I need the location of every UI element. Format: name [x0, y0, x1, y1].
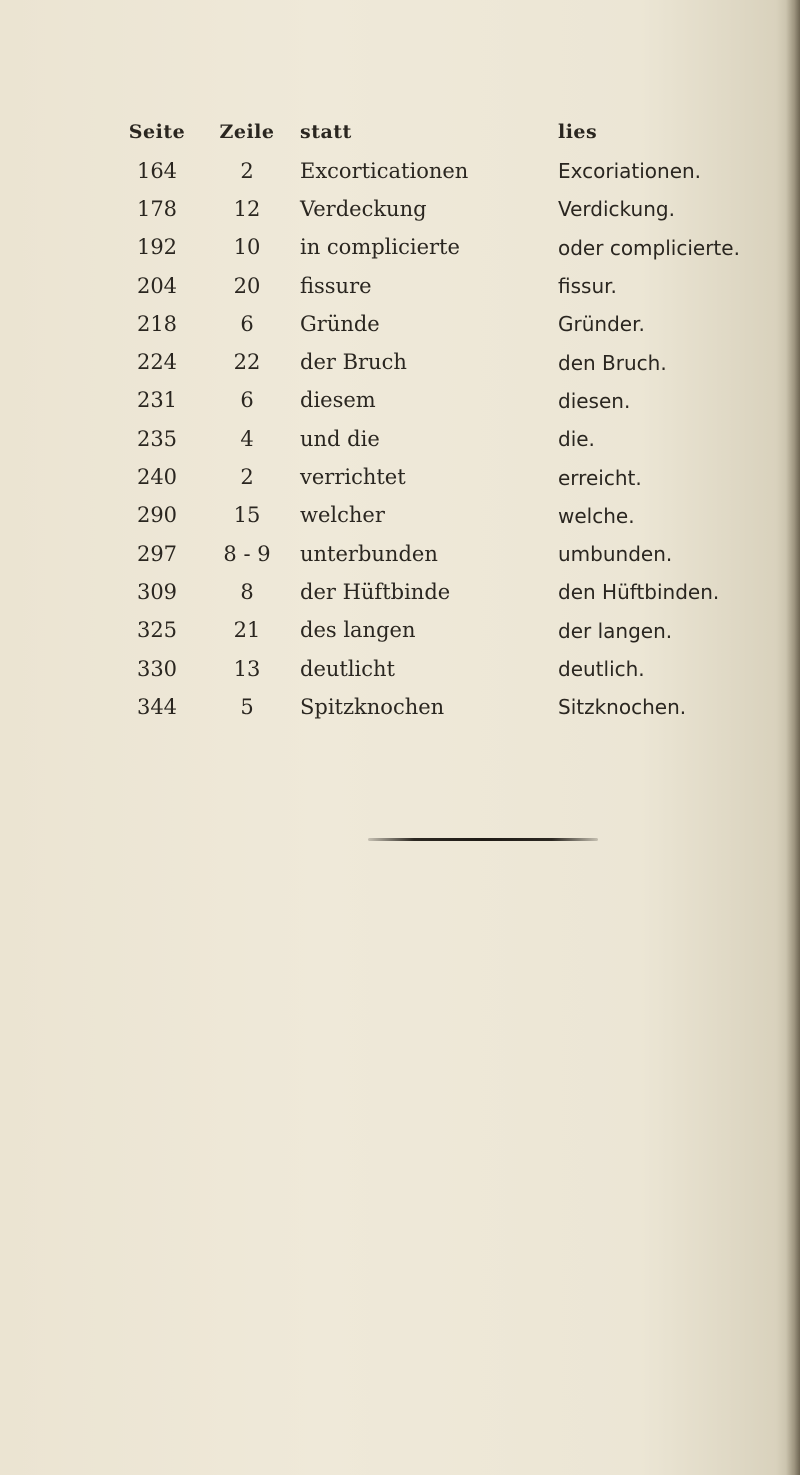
corrected-text: fissur. — [558, 274, 617, 299]
wrong-text: in complicierte — [300, 235, 460, 260]
corrected-text: umbunden. — [558, 542, 673, 567]
line-number: 21 — [233, 618, 261, 643]
page-number: 231 — [136, 388, 178, 413]
corrected-text: diesen. — [558, 388, 631, 413]
line-number: 8 — [240, 579, 254, 604]
corrected-text: der langen. — [558, 618, 673, 643]
wrong-text: unterbunden — [300, 541, 438, 566]
wrong-text: Excorticationen — [300, 158, 469, 183]
line-number: 12 — [233, 196, 261, 221]
page-number: 240 — [136, 465, 178, 490]
header-row — [108, 112, 798, 152]
table-row — [108, 229, 798, 267]
wrong-text: der Hüftbinde — [300, 579, 451, 604]
table-row — [108, 152, 798, 190]
page-number: 297 — [136, 541, 178, 566]
table-row — [108, 190, 798, 228]
corrected-text: Sitzknochen. — [558, 695, 687, 720]
table-row — [108, 382, 798, 420]
wrong-text: Spitzknochen — [300, 694, 445, 719]
line-number: 22 — [233, 350, 261, 375]
page-number: 224 — [136, 350, 178, 375]
wrong-text: Verdeckung — [300, 196, 427, 221]
page-number: 290 — [136, 503, 178, 528]
line-number: 8 - 9 — [223, 541, 271, 566]
header-wrong: statt — [300, 120, 352, 143]
line-number: 10 — [233, 235, 261, 260]
page-number: 325 — [136, 618, 178, 643]
page-number: 235 — [136, 426, 178, 451]
line-number: 2 — [240, 465, 254, 490]
line-number: 6 — [240, 388, 254, 413]
closing-rule — [368, 838, 598, 841]
corrected-text: Verdickung. — [558, 197, 675, 222]
page-number: 164 — [136, 158, 178, 183]
table-row — [108, 458, 798, 496]
wrong-text: verrichtet — [300, 465, 406, 490]
corrected-text: welche. — [558, 503, 635, 528]
wrong-text: diesem — [300, 388, 376, 413]
line-number: 2 — [240, 158, 254, 183]
corrected-text: deutlich. — [558, 657, 645, 681]
corrected-text: Gründer. — [558, 312, 645, 337]
page-number: 178 — [136, 196, 178, 221]
table-row — [108, 267, 798, 305]
line-number: 13 — [233, 656, 261, 681]
line-number: 20 — [233, 273, 261, 298]
table-row — [108, 497, 798, 535]
page-number: 344 — [136, 694, 178, 719]
corrected-text: erreicht. — [558, 465, 642, 490]
wrong-text: der Bruch — [300, 350, 407, 375]
page-number: 192 — [136, 235, 178, 260]
corrected-text: den Bruch. — [558, 350, 667, 375]
page-number: 218 — [136, 311, 178, 336]
table-row — [108, 612, 798, 650]
corrected-text: Excoriationen. — [558, 159, 702, 184]
wrong-text: des langen — [300, 618, 416, 643]
line-number: 5 — [240, 694, 254, 719]
corrected-text: die. — [558, 427, 595, 452]
wrong-text: Gründe — [300, 311, 380, 336]
table-row — [108, 650, 798, 688]
table-row — [108, 305, 798, 343]
table-row — [108, 688, 798, 726]
wrong-text: welcher — [300, 503, 385, 528]
line-number: 6 — [240, 311, 254, 336]
header-right: lies — [558, 120, 598, 143]
line-number: 15 — [233, 503, 261, 528]
table-row — [108, 343, 798, 381]
wrong-text: deutlicht — [300, 656, 395, 681]
page-edge-shadow — [786, 0, 800, 1475]
header-page: Seite — [128, 120, 186, 143]
page-number: 204 — [136, 273, 178, 298]
page-number: 330 — [136, 656, 178, 681]
corrected-text: oder complicierte. — [558, 235, 740, 260]
corrected-text: den Hüftbinden. — [558, 580, 720, 605]
table-row — [108, 573, 798, 611]
wrong-text: fissure — [300, 273, 372, 298]
errata-table — [108, 112, 798, 726]
table-row — [108, 535, 798, 573]
wrong-text: und die — [300, 426, 380, 451]
header-line: Zeile — [219, 120, 275, 143]
line-number: 4 — [240, 426, 254, 451]
table-row — [108, 420, 798, 458]
page-number: 309 — [136, 579, 178, 604]
